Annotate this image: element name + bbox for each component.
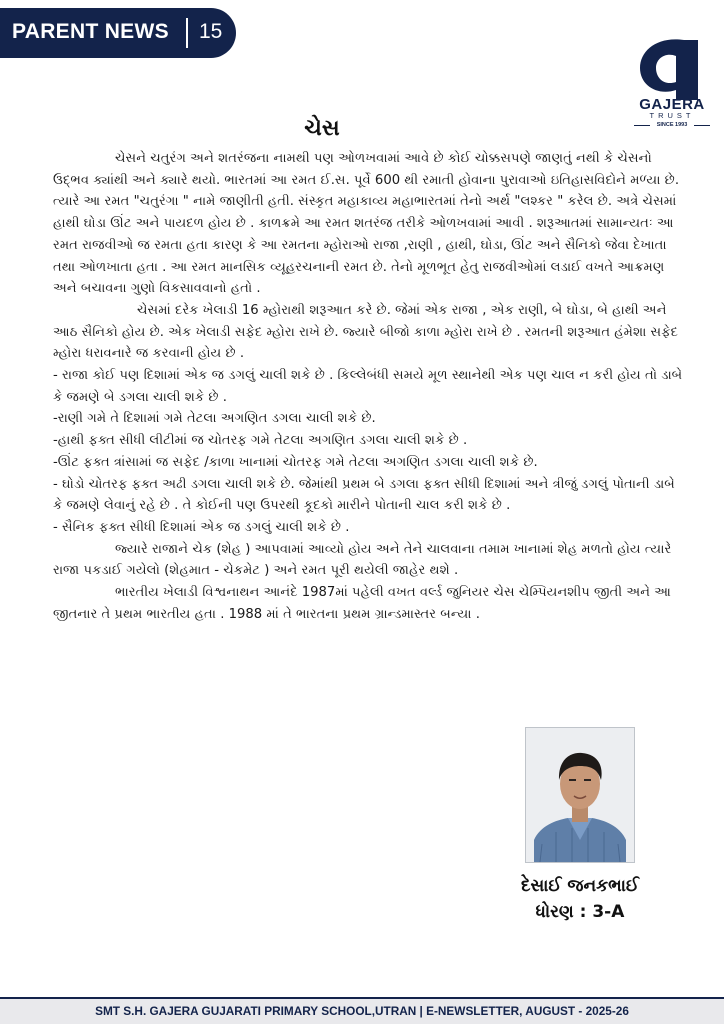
author-class: ધોરણ : 3-A xyxy=(535,902,625,922)
paragraph-checkmate: જ્યારે રાજાને ચેક (શેહ ) આપવામાં આવ્યો હોય અને તેને ચાલવાના તમામ ખાનામાં શેહ મળતો હોય ત્યારે રાજા પકડાઈ ગયેલો (શેહમાત - ચેકમેટ ) અને રમત પૂરી થયેલી જાહેર થશે . xyxy=(53,541,672,579)
rule-queen: -રાણી ગમે તે દિશામાં ગમે તેટલા અગણિત ડગલા ચાલી શકે છે. xyxy=(53,411,376,427)
footer-bar xyxy=(0,997,724,1024)
paragraph-anand: ભારતીય ખેલાડી વિશ્વનાથન આનંદે 1987માં પહેલી વખત વર્લ્ડ જુનિયર ચેસ ચેમ્પિયનશીપ જીતી અને આ જીતનાર તે પ્રથમ ભારતીય હતા . 1988 માં તે ભારતના પ્રથમ ગ્રાન્ડમાસ્તર બન્યા . xyxy=(53,585,672,622)
person-portrait-icon xyxy=(526,728,634,862)
rule-rook: -હાથી ફક્ત સીધી લીટીમાં જ ચોતરફ ગમે તેટલા અગણિત ડગલા ચાલી શકે છે . xyxy=(53,433,468,449)
footer-text: SMT S.H. GAJERA GUJARATI PRIMARY SCHOOL,UTRAN | E-NEWSLETTER, AUGUST - 2025-26 xyxy=(95,1004,629,1018)
rule-bishop: -ઊંટ ફક્ત ત્રાંસામાં જ સફેદ /કાળા ખાનામાં ચોતરફ ગમે તેટલા અગણિત ડગલા ચાલી શકે છે. xyxy=(53,454,538,470)
paragraph-intro: ચેસને ચતુરંગ અને શતરંજના નામથી પણ ઓળખવામાં આવે છે કોઈ ચોક્કસપણે જાણતું નથી કે ચેસનો ઉદ્ભવ ક્યાંથી અને ક્યારે થયો. ભારતમાં આ રમત ઈ.સ. પૂર્વે 600 થી રમાતી હોવાના પુરાવાઓ ઇતિહાસવિદોને મળ્યા છે. ત્યારે આ રમત "ચતુરંગા " નામે જાણીતી હતી. સંસ્કૃત મહાકાવ્ય મહાભારતમાં તેનો અર્થ "લશ્કર " કરેલ છે. અત્રે ચેસમાં હાથી ઘોડા ઊંટ અને પાયદળ હોય છે . કાળક્રમે આ રમત શતરંજ તરીકે ઓળખવામાં આવી . શરૂઆતમાં સામાન્યતઃ આ રમત રાજવીઓ જ રમતા હતા કારણ કે આ રમતના મ્હોરાઓ રાજા ,રાણી , હાથી, ઘોડા, ઊંટ અને સૈનિકો જેવા દેખાતા તથા ઓળખાતા હતા . આ રમત માનસિક વ્યૂહરચનાની રમત છે. તેનો મૂળભૂત હેતુ રાજવીઓમાં લડાઈ વખતે આક્રમણ અને બચાવના ગુણો વિકસાવવાનો હતો . xyxy=(53,151,680,297)
paragraph-pieces: ચેસમાં દરેક ખેલાડી 16 મ્હોરાથી શરૂઆત કરે છે. જેમાં એક રાજા , એક રાણી, બે ઘોડા, બે હાથી અને આઠ સૈનિકો હોય છે. એક ખેલાડી સફેદ મ્હોરા રાખે છે. જ્યારે બીજો કાળા મ્હોરા રાખે છે . રમતની શરૂઆત હંમેશા સફેદ મ્હોરા ધરાવનારે જ કરવાની હોય છે . xyxy=(53,302,679,362)
page-number: 15 xyxy=(199,20,223,43)
logo-since: SINCE 1993 xyxy=(656,122,688,128)
logo-name: GAJERA xyxy=(639,96,705,113)
article-body xyxy=(53,148,683,625)
author-name: દેસાઈ જનકભાઈ xyxy=(520,876,640,896)
author-photo xyxy=(525,727,635,863)
rule-king: - રાજા કોઈ પણ દિશામાં એક જ ડગલું ચાલી શકે છે . કિલ્લેબંધી સમયે મૂળ સ્થાનેથી એક પણ ચાલ ન કરી હોય તો ડાબે કે જમણે બે ડગલા ચાલી શકે છે . xyxy=(53,368,683,405)
rule-pawn: - સૈનિક ફક્ત સીધી દિશામાં એક જ ડગલું ચાલી શકે છે . xyxy=(53,519,350,535)
header-title: PARENT NEWS xyxy=(12,20,169,43)
article-title: ચેસ xyxy=(304,116,340,141)
logo-sub: TRUST xyxy=(649,111,695,120)
rule-knight: - ઘોડો ચોતરફ ફક્ત અઢી ડગલા ચાલી શકે છે. જેમાંથી પ્રથમ બે ડગલા ફક્ત સીધી દિશામાં અને ત્રીજું ડગલું પોતાની ડાબે કે જમણે લેવાનું રહે છે . તે કોઈની પણ ઉપરથી કૂદકો મારીને પોતાની ચાલ કરી શકે છે . xyxy=(53,476,675,514)
header-divider xyxy=(186,18,188,48)
footer-divider xyxy=(0,997,724,999)
logo-line-right xyxy=(694,125,710,126)
